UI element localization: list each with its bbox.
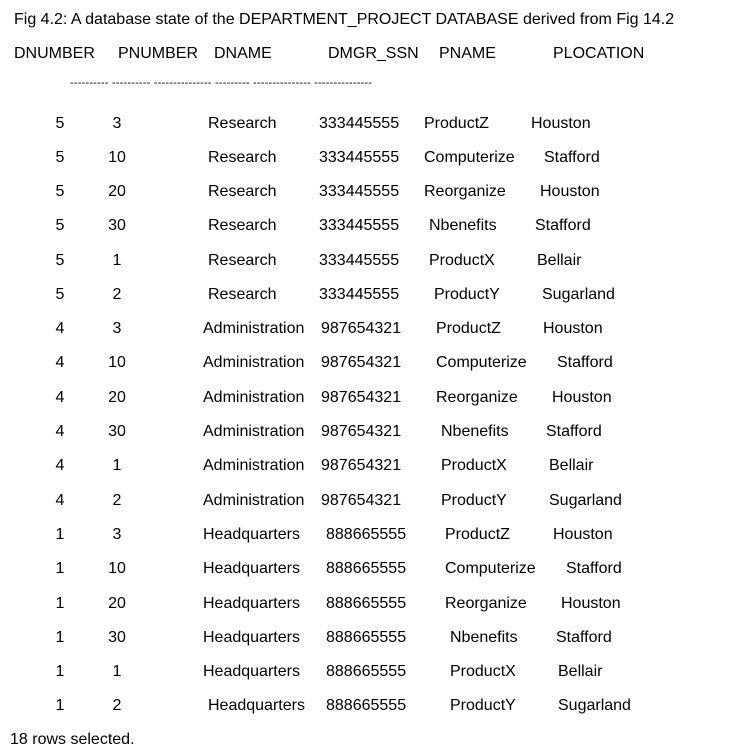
cell-pnumber: 1 xyxy=(112,663,122,680)
header-dnumber: DNUMBER xyxy=(14,45,95,62)
cell-pname: Nbenefits xyxy=(429,217,497,234)
cell-dnumber: 1 xyxy=(55,663,65,680)
cell-plocation: Sugarland xyxy=(549,492,622,509)
cell-pname: Computerize xyxy=(436,354,527,371)
cell-dname: Administration xyxy=(203,492,305,509)
cell-dnumber: 1 xyxy=(55,629,65,646)
cell-plocation: Sugarland xyxy=(542,286,615,303)
cell-pnumber: 30 xyxy=(108,217,126,234)
cell-dname: Headquarters xyxy=(203,560,300,577)
cell-dmgr-ssn: 987654321 xyxy=(321,389,402,406)
cell-pnumber: 2 xyxy=(112,492,122,509)
cell-dname: Headquarters xyxy=(203,629,300,646)
cell-pnumber: 1 xyxy=(112,252,122,269)
cell-pname: Nbenefits xyxy=(441,423,509,440)
cell-pname: ProductZ xyxy=(445,526,510,543)
cell-dnumber: 4 xyxy=(55,492,65,509)
cell-dname: Headquarters xyxy=(203,526,300,543)
table-row xyxy=(0,182,741,206)
cell-dname: Research xyxy=(208,149,277,166)
cell-dname: Administration xyxy=(203,423,305,440)
cell-dmgr-ssn: 333445555 xyxy=(319,149,400,166)
cell-plocation: Stafford xyxy=(544,149,600,166)
table-row xyxy=(0,662,741,686)
cell-dname: Administration xyxy=(203,389,305,406)
cell-dname: Administration xyxy=(203,457,305,474)
table-row xyxy=(0,216,741,240)
cell-dmgr-ssn: 987654321 xyxy=(321,492,402,509)
cell-dmgr-ssn: 888665555 xyxy=(326,526,407,543)
cell-dname: Administration xyxy=(203,320,305,337)
cell-pnumber: 10 xyxy=(108,149,126,166)
cell-pname: ProductZ xyxy=(424,115,489,132)
cell-pnumber: 30 xyxy=(108,423,126,440)
cell-dmgr-ssn: 888665555 xyxy=(326,697,407,714)
cell-pname: ProductZ xyxy=(436,320,501,337)
cell-dmgr-ssn: 888665555 xyxy=(326,629,407,646)
cell-dnumber: 4 xyxy=(55,354,65,371)
cell-dname: Research xyxy=(208,217,277,234)
cell-dnumber: 5 xyxy=(55,217,65,234)
cell-pnumber: 10 xyxy=(108,560,126,577)
cell-dname: Research xyxy=(208,183,277,200)
cell-pname: ProductY xyxy=(450,697,516,714)
cell-plocation: Houston xyxy=(552,389,612,406)
cell-plocation: Stafford xyxy=(556,629,612,646)
cell-dnumber: 4 xyxy=(55,457,65,474)
cell-dnumber: 4 xyxy=(55,423,65,440)
cell-plocation: Stafford xyxy=(557,354,613,371)
cell-pnumber: 30 xyxy=(108,629,126,646)
cell-dnumber: 1 xyxy=(55,526,65,543)
table-row xyxy=(0,696,741,720)
cell-pname: ProductX xyxy=(441,457,507,474)
cell-dnumber: 5 xyxy=(55,252,65,269)
cell-dnumber: 1 xyxy=(55,697,65,714)
cell-dnumber: 5 xyxy=(55,115,65,132)
table-row xyxy=(0,251,741,275)
cell-dname: Headquarters xyxy=(203,595,300,612)
header-plocation: PLOCATION xyxy=(553,45,645,62)
cell-plocation: Stafford xyxy=(566,560,622,577)
cell-pnumber: 2 xyxy=(112,697,122,714)
table-row xyxy=(0,353,741,377)
cell-plocation: Houston xyxy=(540,183,600,200)
table-row xyxy=(0,148,741,172)
cell-plocation: Houston xyxy=(543,320,603,337)
cell-pname: ProductY xyxy=(434,286,500,303)
cell-plocation: Bellair xyxy=(537,252,582,269)
cell-dname: Headquarters xyxy=(208,697,305,714)
table-row xyxy=(0,285,741,309)
cell-pnumber: 10 xyxy=(108,354,126,371)
figure-title: Fig 4.2: A database state of the DEPARTMENT_PROJECT DATABASE derived from Fig 14.2 xyxy=(14,11,675,28)
cell-pnumber: 2 xyxy=(112,286,122,303)
row-count-footer: 18 rows selected. xyxy=(10,731,135,748)
table-row xyxy=(0,422,741,446)
cell-plocation: Bellair xyxy=(558,663,603,680)
table-row xyxy=(0,525,741,549)
cell-dmgr-ssn: 888665555 xyxy=(326,595,407,612)
cell-pname: Reorganize xyxy=(424,183,506,200)
cell-dnumber: 1 xyxy=(55,595,65,612)
header-pnumber: PNUMBER xyxy=(118,45,199,62)
cell-pname: Nbenefits xyxy=(450,629,518,646)
cell-plocation: Stafford xyxy=(546,423,602,440)
cell-dname: Research xyxy=(208,286,277,303)
cell-dmgr-ssn: 888665555 xyxy=(326,663,407,680)
header-dname: DNAME xyxy=(214,45,272,62)
cell-pnumber: 20 xyxy=(108,389,126,406)
cell-dname: Research xyxy=(208,115,277,132)
cell-pname: Reorganize xyxy=(436,389,518,406)
table-row xyxy=(0,594,741,618)
cell-dnumber: 4 xyxy=(55,389,65,406)
cell-pname: ProductX xyxy=(450,663,516,680)
cell-plocation: Houston xyxy=(561,595,621,612)
cell-dname: Headquarters xyxy=(203,663,300,680)
cell-dnumber: 5 xyxy=(55,149,65,166)
cell-plocation: Houston xyxy=(531,115,591,132)
cell-dmgr-ssn: 333445555 xyxy=(319,286,400,303)
cell-pnumber: 3 xyxy=(112,526,122,543)
cell-pname: Computerize xyxy=(424,149,515,166)
cell-plocation: Houston xyxy=(553,526,613,543)
table-row xyxy=(0,456,741,480)
cell-dmgr-ssn: 333445555 xyxy=(319,217,400,234)
cell-pnumber: 20 xyxy=(108,183,126,200)
cell-pnumber: 1 xyxy=(112,457,122,474)
table-row xyxy=(0,628,741,652)
cell-dnumber: 1 xyxy=(55,560,65,577)
header-separator: ---------- ---------- --------------- --------- --------------- --------------- xyxy=(70,77,373,89)
cell-pname: ProductX xyxy=(429,252,495,269)
table-row xyxy=(0,319,741,343)
cell-pnumber: 3 xyxy=(112,320,122,337)
cell-plocation: Sugarland xyxy=(558,697,631,714)
cell-dnumber: 5 xyxy=(55,183,65,200)
cell-dmgr-ssn: 333445555 xyxy=(319,115,400,132)
cell-plocation: Bellair xyxy=(549,457,594,474)
cell-dmgr-ssn: 333445555 xyxy=(319,252,400,269)
cell-dmgr-ssn: 333445555 xyxy=(319,183,400,200)
cell-dname: Administration xyxy=(203,354,305,371)
header-dmgr-ssn: DMGR_SSN xyxy=(328,45,419,62)
cell-pname: Reorganize xyxy=(445,595,527,612)
cell-pname: Computerize xyxy=(445,560,536,577)
cell-dmgr-ssn: 888665555 xyxy=(326,560,407,577)
cell-dmgr-ssn: 987654321 xyxy=(321,457,402,474)
header-pname: PNAME xyxy=(439,45,496,62)
cell-dmgr-ssn: 987654321 xyxy=(321,354,402,371)
cell-plocation: Stafford xyxy=(535,217,591,234)
cell-dname: Research xyxy=(208,252,277,269)
cell-pname: ProductY xyxy=(441,492,507,509)
cell-dnumber: 4 xyxy=(55,320,65,337)
cell-pnumber: 3 xyxy=(112,115,122,132)
table-row xyxy=(0,491,741,515)
cell-dnumber: 5 xyxy=(55,286,65,303)
cell-dmgr-ssn: 987654321 xyxy=(321,423,402,440)
cell-dmgr-ssn: 987654321 xyxy=(321,320,402,337)
cell-pnumber: 20 xyxy=(108,595,126,612)
table-row xyxy=(0,388,741,412)
table-row xyxy=(0,114,741,138)
table-row xyxy=(0,559,741,583)
